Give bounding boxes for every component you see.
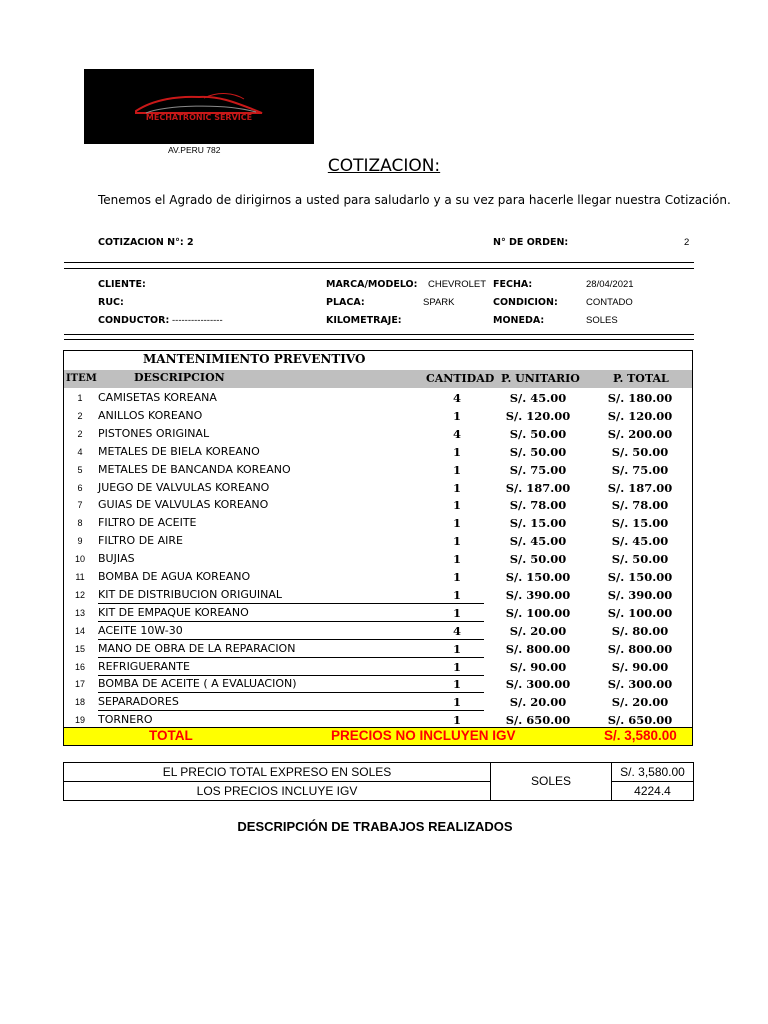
- condicion-value: CONTADO: [586, 297, 633, 308]
- item-quantity: 1: [452, 534, 461, 549]
- header-total: P. TOTAL: [613, 372, 669, 385]
- item-description: BUJIAS: [98, 552, 135, 566]
- item-description: CAMISETAS KOREANA: [98, 391, 217, 404]
- condicion-label: CONDICION:: [493, 297, 558, 308]
- company-logo: [84, 69, 314, 144]
- item-unit-price: S/. 50.00: [509, 426, 567, 441]
- item-quantity: 4: [452, 426, 461, 441]
- fecha-label: FECHA:: [493, 279, 533, 290]
- table-row: [64, 407, 692, 425]
- section-title: MANTENIMIENTO PREVENTIVO: [143, 352, 366, 366]
- item-total-price: S/. 390.00: [607, 587, 673, 602]
- item-unit-price: S/. 100.00: [505, 605, 571, 620]
- item-total-price: S/. 45.00: [611, 534, 669, 549]
- item-description: FILTRO DE AIRE: [98, 534, 183, 548]
- item-total-price: S/. 650.00: [607, 713, 673, 728]
- table-row: [64, 461, 692, 479]
- item-description: KIT DE DISTRIBUCION ORIGUINAL: [98, 587, 283, 601]
- item-total-price: S/. 78.00: [611, 498, 669, 513]
- item-unit-price: S/. 90.00: [509, 659, 567, 674]
- table-row: [64, 658, 692, 676]
- item-total-price: S/. 187.00: [607, 480, 673, 495]
- item-unit-price: S/. 390.00: [505, 587, 571, 602]
- conductor-label: CONDUCTOR:: [98, 315, 170, 326]
- item-number: 10: [74, 554, 85, 565]
- item-quantity: 1: [452, 516, 461, 531]
- summary-row1-value: S/. 3,580.00: [611, 762, 694, 782]
- item-number: 11: [75, 572, 85, 582]
- table-row: [64, 640, 692, 658]
- item-quantity: 1: [452, 605, 461, 620]
- item-description: GUIAS DE VALVULAS KOREANO: [98, 498, 269, 512]
- item-unit-price: S/. 150.00: [505, 570, 571, 584]
- total-label: TOTAL: [149, 728, 193, 743]
- item-description: TORNERO: [98, 713, 153, 727]
- kilometraje-label: KILOMETRAJE:: [326, 315, 402, 326]
- item-unit-price: S/. 120.00: [505, 408, 571, 423]
- item-total-price: S/. 75.00: [611, 462, 669, 477]
- table-row: [64, 675, 692, 693]
- item-description: BOMBA DE ACEITE ( A EVALUACION): [98, 677, 297, 691]
- item-quantity: 1: [452, 641, 461, 656]
- item-description: JUEGO DE VALVULAS KOREANO: [98, 480, 270, 494]
- divider: [64, 334, 694, 335]
- summary-box: [63, 762, 694, 801]
- page-title: COTIZACION:: [327, 156, 441, 176]
- header-qty: CANTIDAD: [426, 372, 495, 385]
- header-desc: DESCRIPCION: [134, 371, 225, 384]
- summary-row2-value: 4224.4: [611, 781, 694, 801]
- item-quantity: 1: [452, 408, 461, 423]
- item-quantity: 4: [452, 391, 461, 405]
- divider: [64, 268, 694, 269]
- item-quantity: 1: [452, 480, 461, 495]
- moneda-label: MONEDA:: [493, 315, 545, 326]
- item-description: ACEITE 10W-30: [98, 623, 183, 637]
- marca-value: CHEVROLET: [428, 279, 487, 290]
- item-unit-price: S/. 45.00: [509, 534, 567, 549]
- item-total-price: S/. 800.00: [607, 641, 673, 656]
- order-value: 2: [684, 237, 690, 248]
- car-logo-icon: [84, 69, 314, 144]
- item-unit-price: S/. 15.00: [509, 516, 567, 531]
- item-number: 19: [74, 715, 85, 726]
- item-unit-price: S/. 50.00: [509, 552, 567, 567]
- item-total-price: S/. 20.00: [611, 695, 669, 710]
- item-description: MANO DE OBRA DE LA REPARACION: [98, 641, 296, 655]
- moneda-value: SOLES: [586, 315, 618, 326]
- table-row: [64, 532, 692, 550]
- item-number: 2: [77, 428, 83, 439]
- table-row: [64, 568, 692, 586]
- table-row: [64, 586, 692, 604]
- client-label: CLIENTE:: [98, 279, 146, 290]
- intro-text: Tenemos el Agrado de dirigirnos a usted para saludarlo y a su vez para hacerle llegar nuestra Cotización.: [98, 193, 731, 207]
- item-description: METALES DE BANCANDA KOREANO: [98, 462, 291, 476]
- order-label: N° DE ORDEN:: [493, 237, 569, 248]
- item-description: BOMBA DE AGUA KOREANO: [98, 570, 251, 583]
- item-total-price: S/. 80.00: [611, 623, 669, 638]
- item-total-price: S/. 200.00: [607, 426, 673, 441]
- item-total-price: S/. 150.00: [607, 570, 673, 584]
- item-total-price: S/. 50.00: [611, 444, 669, 459]
- item-number: 12: [74, 589, 85, 600]
- item-unit-price: S/. 45.00: [509, 391, 567, 405]
- item-unit-price: S/. 650.00: [505, 713, 571, 728]
- header-item: ITEM: [66, 373, 97, 384]
- item-unit-price: S/. 50.00: [509, 444, 567, 459]
- item-total-price: S/. 180.00: [607, 391, 673, 405]
- item-number: 17: [74, 679, 85, 690]
- item-quantity: 1: [452, 587, 461, 602]
- item-quantity: 1: [452, 498, 461, 513]
- total-row: [63, 727, 693, 746]
- conductor-value: ----------------: [172, 315, 223, 326]
- item-quantity: 1: [452, 444, 461, 459]
- item-number: 14: [74, 625, 85, 636]
- table-row: [64, 496, 692, 514]
- item-total-price: S/. 15.00: [611, 516, 669, 531]
- ruc-label: RUC:: [98, 297, 124, 308]
- item-unit-price: S/. 78.00: [509, 498, 567, 513]
- item-quantity: 1: [452, 713, 461, 728]
- item-number: 15: [74, 643, 85, 654]
- item-quantity: 1: [452, 462, 461, 477]
- item-total-price: S/. 120.00: [607, 408, 673, 423]
- item-number: 4: [77, 446, 83, 457]
- placa-label: PLACA:: [326, 297, 365, 308]
- address: AV.PERU 782: [168, 145, 221, 155]
- marca-label: MARCA/MODELO:: [326, 279, 418, 290]
- item-total-price: S/. 300.00: [607, 677, 673, 692]
- table-row: [64, 389, 692, 407]
- work-description-title: DESCRIPCIÓN DE TRABAJOS REALIZADOS: [237, 819, 513, 834]
- quote-number: COTIZACION N°: 2: [98, 237, 194, 248]
- item-description: ANILLOS KOREANO: [98, 408, 203, 422]
- item-number: 16: [74, 661, 85, 672]
- item-description: SEPARADORES: [98, 695, 179, 709]
- item-unit-price: S/. 800.00: [505, 641, 571, 656]
- item-description: PISTONES ORIGINAL: [98, 426, 210, 440]
- table-row: [64, 514, 692, 532]
- summary-currency: SOLES: [490, 762, 612, 801]
- item-total-price: S/. 100.00: [607, 605, 673, 620]
- item-quantity: 1: [452, 677, 461, 692]
- item-number: 5: [77, 464, 83, 475]
- header-unit: P. UNITARIO: [501, 372, 580, 385]
- item-number: 9: [77, 536, 83, 547]
- item-number: 18: [74, 697, 85, 708]
- item-number: 1: [77, 393, 83, 403]
- table-row: [64, 604, 692, 622]
- item-number: 2: [77, 410, 83, 421]
- total-note: PRECIOS NO INCLUYEN IGV: [331, 728, 516, 743]
- logo-text: MECHATRONIC SERVICE: [145, 113, 253, 122]
- table-row: [64, 550, 692, 568]
- item-total-price: S/. 90.00: [611, 659, 669, 674]
- item-unit-price: S/. 187.00: [505, 480, 571, 495]
- summary-row2-label: LOS PRECIOS INCLUYE IGV: [63, 781, 491, 801]
- item-quantity: 1: [452, 570, 461, 584]
- item-quantity: 4: [452, 623, 461, 638]
- item-description: KIT DE EMPAQUE KOREANO: [98, 605, 249, 619]
- placa-value: SPARK: [423, 297, 455, 308]
- item-total-price: S/. 50.00: [611, 552, 669, 567]
- item-unit-price: S/. 75.00: [509, 462, 567, 477]
- item-quantity: 1: [452, 659, 461, 674]
- table-row: [64, 443, 692, 461]
- item-number: 8: [77, 518, 83, 529]
- table-row: [64, 693, 692, 711]
- item-number: 13: [74, 607, 85, 618]
- item-description: FILTRO DE ACEITE: [98, 516, 197, 530]
- divider: [64, 339, 694, 340]
- table-row: [64, 425, 692, 443]
- item-unit-price: S/. 300.00: [505, 677, 571, 692]
- item-unit-price: S/. 20.00: [509, 695, 567, 710]
- summary-row1-label: EL PRECIO TOTAL EXPRESO EN SOLES: [63, 762, 491, 782]
- total-value: S/. 3,580.00: [604, 728, 677, 743]
- item-unit-price: S/. 20.00: [509, 623, 567, 638]
- divider: [64, 262, 694, 263]
- table-row: [64, 479, 692, 497]
- item-number: 6: [77, 482, 83, 493]
- table-row: [64, 622, 692, 640]
- fecha-value: 28/04/2021: [586, 279, 634, 290]
- table-header: [64, 370, 692, 388]
- item-quantity: 1: [452, 695, 461, 710]
- item-number: 7: [77, 500, 83, 511]
- item-quantity: 1: [452, 552, 461, 567]
- item-description: METALES DE BIELA KOREANO: [98, 444, 260, 458]
- item-description: REFRIGUERANTE: [98, 659, 190, 673]
